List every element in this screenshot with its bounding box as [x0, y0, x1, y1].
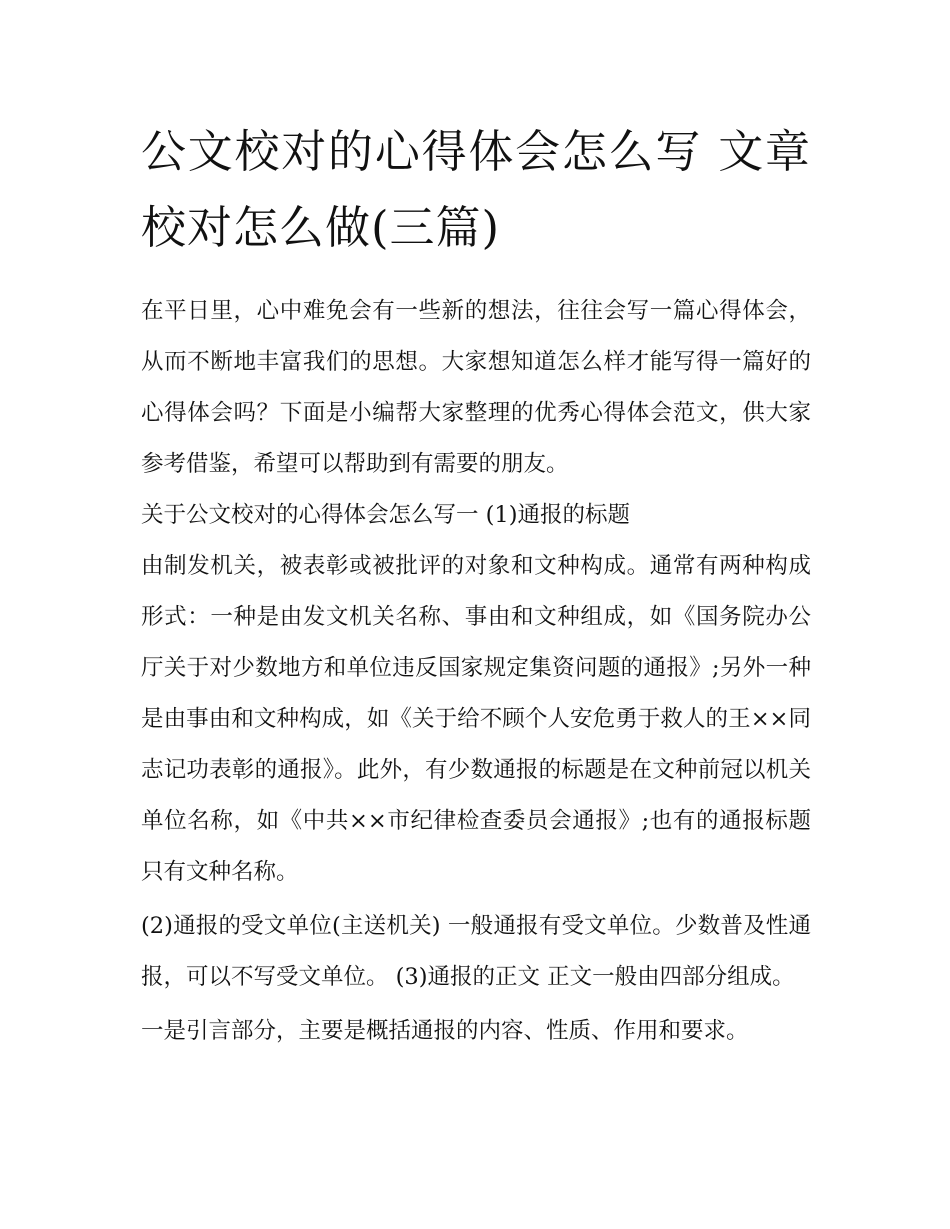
intro-paragraph: 在平日里，心中难免会有一些新的想法，往往会写一篇心得体会，从而不断地丰富我们的思想。大家想知道怎么样才能写得一篇好的心得体会吗？下面是小编帮大家整理的优秀心得体会范文，供大家参考借鉴，希望可以帮助到有需要的朋友。	[141, 298, 811, 477]
recipient-paragraph: (2)通报的受文单位(主送机关) 一般通报有受文单位。少数普及性通报，可以不写受文单位。 (3)通报的正文 正文一般由四部分组成。	[141, 913, 811, 990]
document-title: 公文校对的心得体会怎么写 文章校对怎么做(三篇)	[141, 125, 811, 254]
document-body	[141, 114, 811, 1057]
title-structure-paragraph: 由制发机关，被表彰或被批评的对象和文种构成。通常有两种构成形式：一种是由发文机关名称、事由和文种组成，如《国务院办公厅关于对少数地方和单位违反国家规定集资问题的通报》;另外一种是由事由和文种构成，如《关于给不顾个人安危勇于救人的王××同志记功表彰的通报》。此外，有少数通报的标题是在文种前冠以机关单位名称，如《中共××市纪律检查委员会通报》;也有的通报标题只有文种名称。	[141, 553, 811, 885]
section-heading: 关于公文校对的心得体会怎么写一 (1)通报的标题	[141, 502, 631, 528]
intro-part-paragraph: 一是引言部分，主要是概括通报的内容、性质、作用和要求。	[141, 1018, 749, 1044]
